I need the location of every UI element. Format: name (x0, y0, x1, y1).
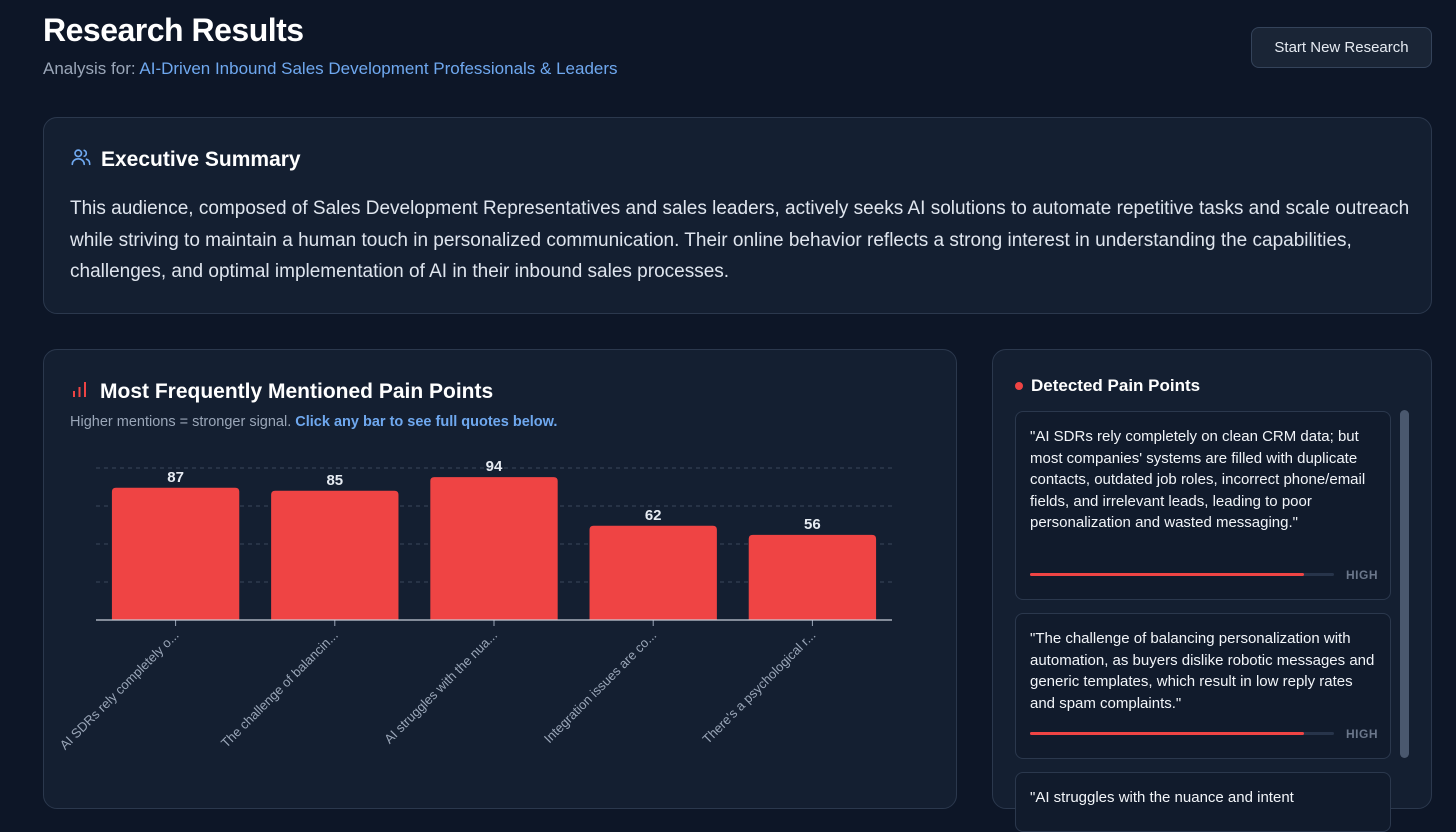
bar-3[interactable] (590, 526, 717, 620)
side-panel-header (1015, 376, 1200, 396)
severity-bar (1030, 732, 1334, 735)
x-tick-label-2: AI struggles with the nua... (381, 627, 501, 747)
subtitle-prefix: Analysis for: (43, 59, 136, 78)
pain-point-quote: "The challenge of balancing personalization with automation, as buyers dislike robotic messages and generic templates, which result in low reply rates and spam complaints." (1030, 630, 1375, 712)
executive-summary-header (70, 146, 301, 173)
bar-value-label-1: 85 (326, 471, 344, 489)
severity-bar (1030, 573, 1334, 576)
x-tick-label-0: AI SDRs rely completely o... (56, 627, 182, 753)
pain-point-item[interactable] (1015, 411, 1391, 600)
x-tick-label-1: The challenge of balancin... (217, 627, 341, 751)
bar-2[interactable] (430, 477, 557, 620)
executive-summary-text: This audience, composed of Sales Development Representatives and sales leaders, actively seeks AI solutions to automate repetitive tasks and scale outreach while striving to maintain a human touch in personalized communication. Their online behavior reflects a strong interest in understanding the capabilities, challenges, and optimal implementation of AI in their inbound sales processes. (70, 198, 1410, 282)
start-new-research-button[interactable]: Start New Research (1251, 27, 1432, 68)
bar-0[interactable] (112, 488, 239, 620)
bar-1[interactable] (271, 491, 398, 620)
bar-value-label-2: 94 (485, 458, 503, 476)
severity-bar-fill (1030, 732, 1304, 735)
x-tick-label-3: Integration issues are co... (540, 627, 660, 746)
side-panel-scrollbar[interactable] (1400, 410, 1409, 758)
executive-summary-title: Executive Summary (101, 147, 301, 171)
detected-pain-points-card (992, 349, 1432, 809)
chart-hint-link[interactable]: Click any bar to see full quotes below. (295, 414, 558, 430)
chart-title: Most Frequently Mentioned Pain Points (100, 379, 494, 403)
status-dot-icon (1015, 382, 1023, 390)
bar-value-label-3: 62 (644, 506, 662, 524)
page-title: Research Results (43, 12, 304, 48)
pain-points-chart-card (43, 349, 957, 809)
pain-point-quote: "AI struggles with the nuance and intent (1030, 789, 1294, 806)
side-panel-title: Detected Pain Points (1031, 376, 1201, 395)
x-tick-label-4: There's a psychological r... (699, 627, 819, 747)
pain-point-item[interactable] (1015, 613, 1391, 759)
chart-hint-text: Higher mentions = stronger signal. (70, 414, 292, 430)
severity-label: HIGH (1346, 727, 1378, 741)
executive-summary-card (43, 117, 1432, 314)
subtitle-topic: AI-Driven Inbound Sales Development Professionals & Leaders (139, 59, 618, 78)
page-subtitle (43, 59, 618, 79)
bar-value-label-4: 56 (804, 515, 821, 533)
severity-label: HIGH (1346, 568, 1378, 582)
users-icon (70, 146, 92, 173)
bar-value-label-0: 87 (167, 468, 184, 486)
severity-bar-fill (1030, 573, 1304, 576)
bar-4[interactable] (749, 535, 876, 620)
pain-point-quote: "AI SDRs rely completely on clean CRM data; but most companies' systems are filled with duplicate contacts, outdated job roles, incorrect phone/email fields, and irrelevant leads, leading to poor personalization and wasted messaging." (1030, 428, 1366, 532)
pain-point-item[interactable] (1015, 772, 1391, 832)
pain-points-bar-chart (44, 350, 956, 792)
